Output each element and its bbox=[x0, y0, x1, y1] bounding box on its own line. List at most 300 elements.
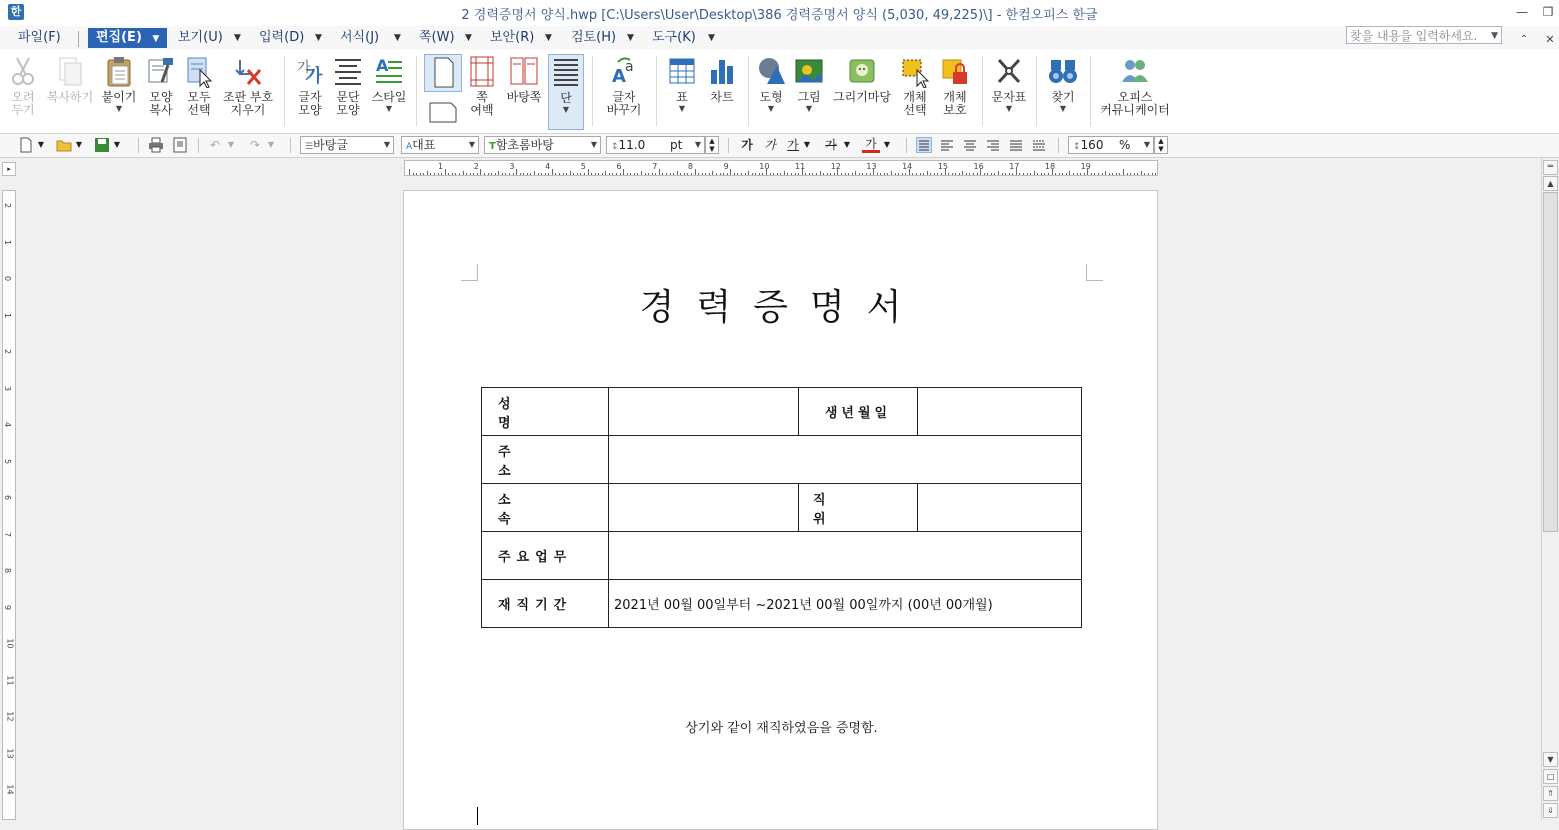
align-split-icon[interactable] bbox=[1031, 137, 1047, 153]
search-input[interactable] bbox=[1346, 26, 1502, 44]
document-page[interactable] bbox=[403, 190, 1158, 830]
table-icon bbox=[666, 54, 698, 88]
copy-button[interactable] bbox=[44, 54, 96, 130]
window-title: 2 경력증명서 양식.hwp [C:\Users\User\Desktop\386 경력증명서 양식 (5,030, 49,225)\] - 한컴오피스 한글 bbox=[461, 8, 1098, 23]
font-select-value: 함초롬바탕 bbox=[495, 138, 554, 152]
font-size-dropdown-icon: ▼ bbox=[694, 140, 701, 149]
ruler-tick bbox=[448, 173, 449, 175]
ruler-tick bbox=[827, 173, 828, 175]
menu-security[interactable]: 보안(R) bbox=[490, 30, 535, 45]
symbols-dropdown-icon[interactable]: ▼ bbox=[1005, 104, 1013, 113]
portrait-page-icon bbox=[427, 55, 459, 89]
ruler-number: 1 bbox=[438, 162, 444, 171]
column-dropdown-icon[interactable]: ▼ bbox=[562, 105, 570, 114]
redo-dropdown-icon[interactable]: ▼ bbox=[267, 140, 275, 149]
undo-icon[interactable]: ↶ bbox=[209, 138, 221, 152]
find-dropdown-icon[interactable]: ▼ bbox=[1059, 104, 1067, 113]
ruler-tick bbox=[691, 173, 692, 175]
search-dropdown-icon[interactable]: ▼ bbox=[1491, 31, 1498, 41]
char-shape-button[interactable] bbox=[292, 54, 328, 130]
ruler-tick bbox=[791, 173, 792, 175]
menu-file[interactable]: 파일(F) bbox=[18, 30, 61, 45]
paragraph-icon bbox=[332, 54, 364, 88]
menu-insert-dropdown-icon[interactable]: ▼ bbox=[315, 33, 322, 43]
ruler-tick bbox=[884, 173, 885, 175]
align-right-icon[interactable] bbox=[985, 137, 1001, 153]
font-select[interactable] bbox=[484, 136, 601, 154]
select-all-label: 모두 선택 bbox=[187, 90, 211, 117]
ruler-tick bbox=[887, 173, 888, 175]
ruler-tick bbox=[1009, 173, 1010, 175]
scissors-icon bbox=[7, 54, 39, 88]
font-size-value: 11.0 bbox=[618, 138, 646, 152]
ruler-tick bbox=[541, 173, 542, 175]
ruler-tick bbox=[734, 173, 735, 175]
ruler-tick bbox=[1112, 173, 1113, 175]
ruler-tick bbox=[430, 173, 431, 175]
affiliation-label-cell[interactable]: 소속 bbox=[482, 484, 609, 532]
ruler-tick bbox=[1123, 169, 1124, 175]
shape-dropdown-icon[interactable]: ▼ bbox=[767, 104, 775, 113]
ruler-number: 7 bbox=[652, 162, 658, 171]
picture-button[interactable] bbox=[792, 54, 826, 130]
ruler-tick bbox=[477, 173, 478, 175]
ruler-tick bbox=[702, 173, 703, 175]
ruler-tick bbox=[634, 173, 635, 175]
ruler-tick bbox=[891, 171, 892, 175]
ruler-tick bbox=[777, 173, 778, 175]
ruler-tick bbox=[666, 173, 667, 175]
ruler-tick bbox=[866, 173, 867, 175]
font-size-stepper[interactable]: ▲ ▼ bbox=[705, 136, 719, 154]
scroll-up-icon[interactable]: ▲ bbox=[1543, 176, 1558, 191]
ruler-tick bbox=[687, 173, 688, 175]
ruler-tick bbox=[677, 171, 678, 175]
ruler-number: 6 bbox=[3, 494, 13, 501]
ruler-tick bbox=[612, 173, 613, 175]
copy-label: 복사하기 bbox=[46, 90, 94, 104]
ruler-tick bbox=[841, 173, 842, 175]
table-button[interactable] bbox=[664, 54, 700, 130]
birthdate-label-cell[interactable]: 생년월일 bbox=[799, 388, 918, 436]
ruler-tick bbox=[627, 173, 628, 175]
align-distribute-icon[interactable] bbox=[1008, 137, 1024, 153]
master-page-button[interactable] bbox=[504, 54, 544, 130]
ruler-tick bbox=[923, 173, 924, 175]
ribbon-separator bbox=[748, 56, 749, 126]
name-value-cell[interactable] bbox=[609, 388, 799, 436]
ruler-tick bbox=[463, 171, 464, 175]
ruler-tick bbox=[1055, 173, 1056, 175]
print-preview-icon[interactable] bbox=[172, 137, 188, 153]
ruler-tick bbox=[898, 173, 899, 175]
split-view-icon[interactable]: ═ bbox=[1543, 160, 1558, 175]
ruler-number: 2 bbox=[3, 202, 13, 209]
office-communicator-button[interactable] bbox=[1096, 54, 1174, 130]
symbols-label: 문자표 bbox=[991, 90, 1027, 104]
ruler-tick bbox=[459, 173, 460, 175]
font-size-unit: pt bbox=[670, 138, 683, 152]
line-spacing-select[interactable] bbox=[1068, 136, 1154, 154]
table-dropdown-icon[interactable]: ▼ bbox=[678, 104, 686, 113]
ruler-number: 12 bbox=[5, 711, 15, 722]
ruler-number: 5 bbox=[3, 458, 13, 464]
menu-review[interactable]: 검토(H) bbox=[571, 30, 617, 45]
bold-button[interactable]: 가 bbox=[741, 138, 753, 152]
column-button[interactable] bbox=[548, 54, 584, 130]
ruler-corner-button[interactable]: ▸ bbox=[2, 162, 16, 176]
birthdate-value-cell[interactable] bbox=[918, 388, 1082, 436]
ruler-tick bbox=[516, 169, 517, 175]
ruler-number: 19 bbox=[1080, 162, 1091, 171]
help-close-icon[interactable]: ✕ bbox=[1545, 33, 1555, 46]
certificate-table[interactable] bbox=[481, 387, 1082, 628]
menu-view-dropdown-icon[interactable]: ▼ bbox=[234, 33, 241, 43]
object-protect-button[interactable] bbox=[936, 54, 974, 130]
ruler-tick bbox=[452, 173, 453, 175]
menu-page-dropdown-icon[interactable]: ▼ bbox=[465, 33, 472, 43]
ruler-number: 8 bbox=[3, 567, 13, 574]
ruler-tick bbox=[952, 173, 953, 175]
ruler-number: 3 bbox=[3, 385, 13, 391]
menu-security-dropdown-icon[interactable]: ▼ bbox=[545, 33, 552, 43]
align-center-icon[interactable] bbox=[962, 137, 978, 153]
ruler-tick bbox=[505, 173, 506, 175]
hwp-app-icon[interactable]: 한 bbox=[8, 4, 24, 20]
paste-button[interactable] bbox=[100, 54, 138, 130]
previous-page-icon[interactable]: ⇑ bbox=[1543, 786, 1558, 801]
ruler-tick bbox=[1066, 173, 1067, 175]
ruler-tick bbox=[659, 169, 660, 175]
paste-label: 붙이기 bbox=[101, 90, 137, 104]
ruler-tick bbox=[955, 173, 956, 175]
certification-statement[interactable]: 상기와 같이 재직하였음을 증명함. bbox=[685, 721, 878, 736]
ruler-tick bbox=[920, 173, 921, 175]
chart-button[interactable] bbox=[704, 54, 740, 130]
ruler-tick bbox=[941, 173, 942, 175]
ruler-tick bbox=[570, 171, 571, 175]
shape-button[interactable] bbox=[754, 54, 788, 130]
style-dropdown-icon[interactable]: ▼ bbox=[385, 104, 393, 113]
ruler-number: 14 bbox=[902, 162, 913, 171]
open-dropdown-icon[interactable]: ▼ bbox=[75, 140, 83, 149]
ruler-tick bbox=[695, 169, 696, 175]
ribbon-separator bbox=[1090, 56, 1091, 126]
ruler-tick bbox=[1098, 173, 1099, 175]
toolbar-separator bbox=[728, 138, 729, 153]
ruler-tick bbox=[852, 173, 853, 175]
office-communicator-label: 오피스 커뮤니케이터 bbox=[1100, 90, 1170, 117]
svg-text:a: a bbox=[625, 59, 634, 75]
ruler-tick bbox=[966, 173, 967, 175]
ruler-tick bbox=[530, 173, 531, 175]
ruler-tick bbox=[520, 173, 521, 175]
table-row bbox=[482, 532, 1082, 580]
find-button[interactable] bbox=[1044, 54, 1082, 130]
scroll-thumb[interactable] bbox=[1543, 192, 1558, 532]
ribbon-separator bbox=[416, 56, 417, 126]
object-protect-label: 개체 보호 bbox=[943, 90, 967, 117]
picture-dropdown-icon[interactable]: ▼ bbox=[805, 104, 813, 113]
svg-text:A: A bbox=[376, 56, 389, 75]
ruler-tick bbox=[427, 171, 428, 175]
ruler-tick bbox=[652, 173, 653, 175]
symbols-button[interactable] bbox=[988, 54, 1030, 130]
ruler-tick bbox=[834, 173, 835, 175]
address-value-cell[interactable] bbox=[609, 436, 1082, 484]
ruler-tick bbox=[1109, 173, 1110, 175]
style-button[interactable] bbox=[368, 54, 410, 130]
shape-label: 도형 bbox=[759, 90, 783, 104]
char-convert-button[interactable] bbox=[600, 54, 648, 130]
menu-format[interactable]: 서식(J) bbox=[340, 30, 380, 45]
ruler-number: 11 bbox=[5, 674, 15, 686]
toolbar-separator bbox=[906, 138, 907, 153]
line-spacing-icon: ↕ bbox=[1073, 142, 1081, 152]
select-all-button[interactable] bbox=[182, 54, 216, 130]
ruler-tick bbox=[759, 173, 760, 175]
ribbon bbox=[0, 50, 1559, 134]
ruler-tick bbox=[1091, 173, 1092, 175]
para-shape-button[interactable] bbox=[330, 54, 366, 130]
ruler-tick bbox=[787, 173, 788, 175]
underline-button[interactable]: 가 bbox=[787, 138, 799, 152]
ruler-tick bbox=[1130, 173, 1131, 175]
ruler-tick bbox=[1155, 173, 1156, 175]
ruler-tick bbox=[912, 173, 913, 175]
ruler-tick bbox=[630, 173, 631, 175]
vertical-ruler[interactable] bbox=[2, 190, 16, 820]
strikethrough-button[interactable]: 가 bbox=[825, 138, 837, 152]
menu-page[interactable]: 쪽(W) bbox=[419, 30, 455, 45]
ruler-tick bbox=[830, 173, 831, 175]
menu-edit-label: 편집(E) bbox=[96, 30, 142, 45]
undo-dropdown-icon[interactable]: ▼ bbox=[227, 140, 235, 149]
ruler-tick bbox=[434, 173, 435, 175]
main-duties-value-cell[interactable] bbox=[609, 532, 1082, 580]
table-row bbox=[482, 484, 1082, 532]
menu-format-dropdown-icon[interactable]: ▼ bbox=[394, 33, 401, 43]
font-select-icon: T bbox=[489, 141, 496, 152]
page-margin-button[interactable] bbox=[464, 54, 500, 130]
style-select-icon: ☰ bbox=[305, 142, 314, 152]
line-spacing-dropdown-icon: ▼ bbox=[1143, 140, 1150, 149]
ruler-tick bbox=[502, 173, 503, 175]
table-label: 표 bbox=[676, 90, 688, 104]
new-document-dropdown-icon[interactable]: ▼ bbox=[37, 140, 45, 149]
ruler-tick bbox=[673, 173, 674, 175]
ruler-tick bbox=[1062, 173, 1063, 175]
style-select-dropdown-icon: ▼ bbox=[383, 140, 390, 149]
page-view-icon[interactable]: □ bbox=[1543, 769, 1558, 784]
ruler-tick bbox=[755, 173, 756, 175]
ruler-tick bbox=[645, 173, 646, 175]
position-value-cell[interactable] bbox=[918, 484, 1082, 532]
ruler-tick bbox=[820, 171, 821, 175]
affiliation-value-cell[interactable] bbox=[609, 484, 799, 532]
menu-tools-dropdown-icon[interactable]: ▼ bbox=[708, 33, 715, 43]
ruler-tick bbox=[438, 173, 439, 175]
page-portrait-button[interactable] bbox=[424, 54, 462, 92]
ruler-number: 17 bbox=[1009, 162, 1020, 171]
ruler-tick bbox=[709, 173, 710, 175]
ribbon-separator bbox=[284, 56, 285, 126]
ruler-tick bbox=[937, 173, 938, 175]
menu-review-dropdown-icon[interactable]: ▼ bbox=[627, 33, 634, 43]
ruler-tick bbox=[880, 173, 881, 175]
object-select-button[interactable] bbox=[898, 54, 932, 130]
drawing-mart-button[interactable] bbox=[830, 54, 894, 130]
ruler-tick bbox=[573, 173, 574, 175]
picture-label: 그림 bbox=[797, 90, 821, 104]
ruler-tick bbox=[620, 173, 621, 175]
ruler-tick bbox=[563, 173, 564, 175]
ruler-tick bbox=[577, 173, 578, 175]
ruler-number: 1 bbox=[3, 239, 13, 245]
open-folder-icon[interactable] bbox=[56, 137, 72, 153]
document-title[interactable]: 경력증명서 bbox=[639, 287, 924, 328]
menu-tools[interactable]: 도구(K) bbox=[652, 30, 696, 45]
ruler-number: 11 bbox=[795, 162, 806, 171]
column-label: 단 bbox=[560, 91, 572, 105]
toolbar-separator bbox=[198, 138, 199, 153]
ruler-tick bbox=[998, 171, 999, 175]
ruler-tick bbox=[798, 173, 799, 175]
ruler-tick bbox=[1002, 173, 1003, 175]
new-document-icon[interactable] bbox=[18, 137, 34, 153]
position-label-cell[interactable]: 직위 bbox=[799, 484, 918, 532]
font-color-button[interactable]: 가 bbox=[862, 137, 880, 153]
ruler-tick bbox=[1059, 173, 1060, 175]
drawing-mart-icon bbox=[846, 54, 878, 88]
ruler-tick bbox=[1137, 173, 1138, 175]
ruler-number: 12 bbox=[830, 162, 841, 171]
clear-marks-button[interactable] bbox=[220, 54, 276, 130]
ruler-number: 10 bbox=[759, 162, 770, 171]
table-row bbox=[482, 580, 1082, 628]
minimize-icon[interactable]: — bbox=[1516, 5, 1528, 19]
master-page-label: 바탕쪽 bbox=[506, 90, 542, 104]
ruler-tick bbox=[959, 173, 960, 175]
chart-label: 차트 bbox=[710, 90, 734, 104]
ruler-tick bbox=[762, 173, 763, 175]
scroll-down-icon[interactable]: ▼ bbox=[1543, 752, 1558, 767]
align-left-icon[interactable] bbox=[939, 137, 955, 153]
align-justify-icon[interactable] bbox=[916, 137, 932, 153]
char-convert-icon bbox=[608, 54, 640, 88]
object-select-label: 개체 선택 bbox=[903, 90, 927, 117]
italic-button[interactable]: 가 bbox=[764, 138, 776, 152]
ruler-tick bbox=[420, 173, 421, 175]
ribbon-separator bbox=[1036, 56, 1037, 126]
ribbon-separator bbox=[656, 56, 657, 126]
ruler-number: 5 bbox=[580, 162, 586, 171]
print-icon[interactable] bbox=[148, 137, 164, 153]
ruler-tick bbox=[812, 173, 813, 175]
strike-dropdown-icon[interactable]: ▼ bbox=[843, 140, 851, 149]
save-dropdown-icon[interactable]: ▼ bbox=[113, 140, 121, 149]
ruler-tick bbox=[513, 173, 514, 175]
ruler-tick bbox=[605, 171, 606, 175]
horizontal-ruler[interactable] bbox=[404, 160, 1158, 176]
menu-edit[interactable] bbox=[88, 28, 167, 48]
ruler-tick bbox=[1080, 173, 1081, 175]
table-row bbox=[482, 388, 1082, 436]
line-spacing-stepper[interactable]: ▲ ▼ bbox=[1154, 136, 1168, 154]
cut-button[interactable] bbox=[4, 54, 42, 130]
ruler-tick bbox=[670, 173, 671, 175]
toolbar-separator bbox=[138, 138, 139, 153]
font-color-dropdown-icon[interactable]: ▼ bbox=[883, 140, 891, 149]
vertical-scrollbar[interactable] bbox=[1541, 158, 1559, 820]
address-label-cell[interactable]: 주소 bbox=[482, 436, 609, 484]
ruler-tick bbox=[723, 173, 724, 175]
shape-icon bbox=[755, 54, 787, 88]
ribbon-separator bbox=[982, 56, 983, 126]
redo-icon[interactable]: ↷ bbox=[249, 138, 261, 152]
ruler-tick bbox=[969, 173, 970, 175]
ruler-tick bbox=[662, 173, 663, 175]
ruler-tick bbox=[1023, 173, 1024, 175]
ruler-number: 15 bbox=[937, 162, 948, 171]
ruler-tick bbox=[1044, 173, 1045, 175]
ruler-tick bbox=[684, 173, 685, 175]
ruler-tick bbox=[1037, 173, 1038, 175]
ruler-tick bbox=[805, 173, 806, 175]
char-shape-icon bbox=[294, 54, 326, 88]
ruler-tick bbox=[1152, 173, 1153, 175]
ruler-tick bbox=[548, 173, 549, 175]
next-page-icon[interactable]: ⇓ bbox=[1543, 803, 1558, 818]
ruler-tick bbox=[712, 171, 713, 175]
language-select[interactable] bbox=[401, 136, 479, 154]
svg-text:A: A bbox=[612, 66, 626, 87]
ribbon-collapse-icon[interactable]: ⌃ bbox=[1519, 34, 1529, 45]
name-label-cell[interactable]: 성명 bbox=[482, 388, 609, 436]
ruler-number: 6 bbox=[616, 162, 622, 171]
ruler-tick bbox=[559, 173, 560, 175]
toolbar-separator bbox=[290, 138, 291, 153]
ruler-tick bbox=[423, 173, 424, 175]
employment-period-value-cell[interactable]: 2021년 00월 00일부터 ~2021년 00월 00일까지 (00년 00개월) bbox=[609, 580, 1082, 628]
ruler-tick bbox=[1048, 173, 1049, 175]
ruler-tick bbox=[962, 171, 963, 175]
ruler-number: 4 bbox=[545, 162, 551, 171]
ruler-tick bbox=[1144, 173, 1145, 175]
ruler-tick bbox=[930, 173, 931, 175]
employment-period-label-cell[interactable]: 재직기간 bbox=[482, 580, 609, 628]
ruler-tick bbox=[1105, 171, 1106, 175]
ruler-tick bbox=[1034, 171, 1035, 175]
ruler-tick bbox=[416, 173, 417, 175]
ruler-tick bbox=[784, 171, 785, 175]
underline-dropdown-icon[interactable]: ▼ bbox=[803, 140, 811, 149]
font-size-select[interactable] bbox=[606, 136, 705, 154]
ruler-tick bbox=[527, 173, 528, 175]
style-select[interactable] bbox=[300, 136, 394, 154]
main-duties-label-cell[interactable]: 주요업무 bbox=[482, 532, 609, 580]
symbols-icon bbox=[993, 54, 1025, 88]
page-landscape-button[interactable] bbox=[424, 100, 462, 130]
menu-view[interactable]: 보기(U) bbox=[178, 30, 223, 45]
char-convert-label: 글자 바꾸기 bbox=[606, 90, 642, 117]
restore-icon[interactable]: ❐ bbox=[1542, 5, 1554, 19]
paste-dropdown-icon[interactable]: ▼ bbox=[115, 104, 123, 113]
ruler-tick bbox=[745, 173, 746, 175]
menu-insert[interactable]: 입력(D) bbox=[259, 30, 305, 45]
save-icon[interactable] bbox=[94, 137, 110, 153]
format-copy-button[interactable] bbox=[142, 54, 180, 130]
